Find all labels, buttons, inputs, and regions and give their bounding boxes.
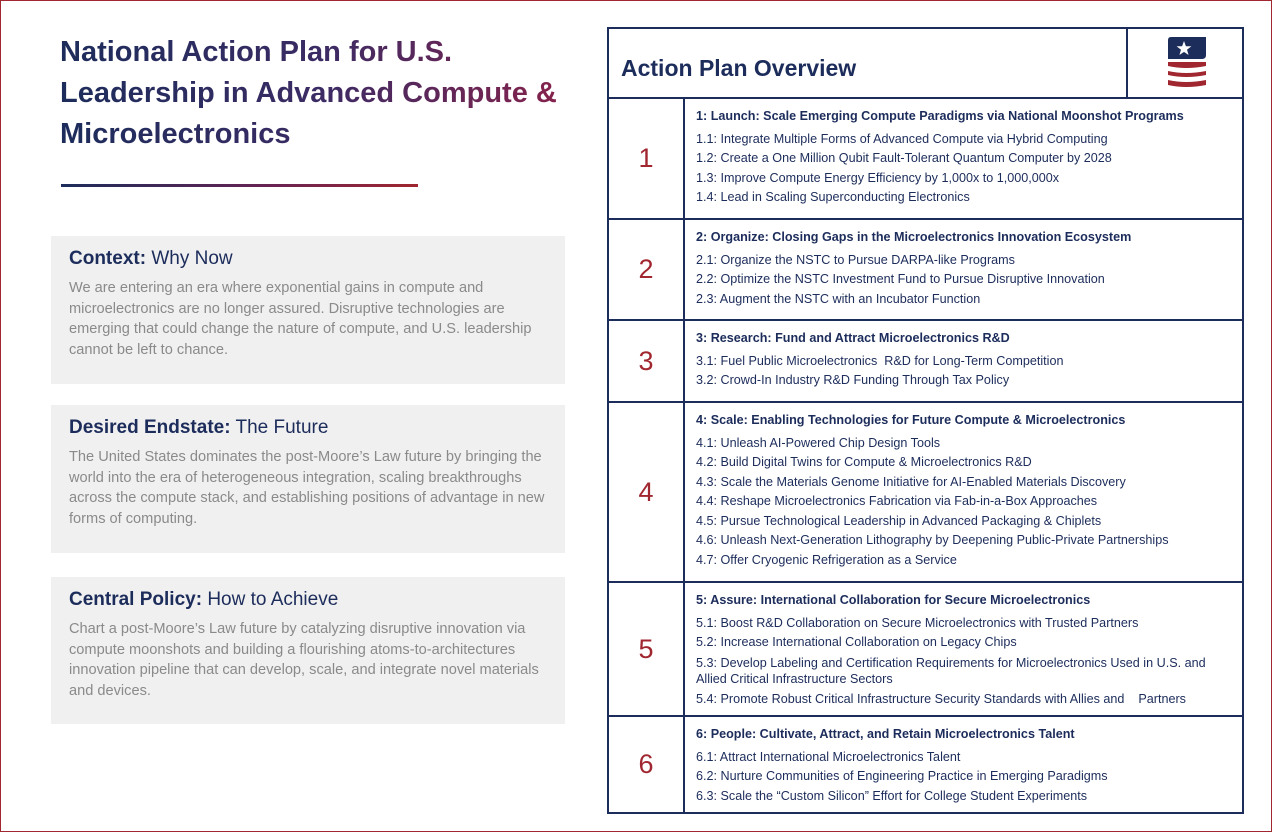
row-content — [696, 591, 1236, 709]
row-item: 5.2: Increase International Collaboration on Legacy Chips — [696, 635, 1017, 649]
row-content — [696, 411, 1236, 570]
overview-row-5 — [609, 583, 1242, 717]
row-item: 4.4: Reshape Microelectronics Fabrication via Fab-in-a-Box Approaches — [696, 494, 1098, 508]
row-item: 6.2: Nurture Communities of Engineering Practice in Emerging Paradigms — [696, 769, 1108, 783]
policy-sublabel: How to Achieve — [202, 589, 339, 610]
row-number: 5 — [609, 583, 685, 715]
row-item: 4.6: Unleash Next-Generation Lithography by Deepening Public-Private Partnerships — [696, 533, 1169, 547]
overview-row-1 — [609, 99, 1242, 220]
endstate-heading — [69, 415, 547, 441]
row-item: 1.1: Integrate Multiple Forms of Advanced Compute via Hybrid Computing — [696, 131, 1108, 146]
policy-label: Central Policy: — [69, 589, 203, 610]
row-item: 4.7: Offer Cryogenic Refrigeration as a Service — [696, 552, 957, 567]
row-number: 1 — [609, 99, 685, 218]
row-content — [696, 725, 1236, 806]
row-title: 2: Organize: Closing Gaps in the Microelectronics Innovation Ecosystem — [696, 230, 1132, 244]
row-item: 2.2: Optimize the NSTC Investment Fund to Pursue Disruptive Innovation — [696, 272, 1105, 286]
overview-row-3 — [609, 321, 1242, 403]
policy-heading — [69, 587, 547, 613]
row-number: 3 — [609, 321, 685, 401]
row-item: 2.1: Organize the NSTC to Pursue DARPA-like Programs — [696, 252, 1015, 267]
overview-header — [609, 29, 1242, 99]
context-heading — [69, 246, 547, 272]
row-content — [696, 329, 1236, 391]
row-item: 5.4: Promote Robust Critical Infrastructure Security Standards with Allies and Partners — [696, 691, 1186, 706]
row-item: 5.1: Boost R&D Collaboration on Secure Microelectronics with Trusted Partners — [696, 615, 1139, 630]
context-box — [51, 236, 565, 384]
row-item: 4.3: Scale the Materials Genome Initiative for AI-Enabled Materials Discovery — [696, 474, 1126, 489]
row-item: 3.2: Crowd-In Industry R&D Funding Through Tax Policy — [696, 373, 1010, 387]
row-item: 4.1: Unleash AI-Powered Chip Design Tools — [696, 435, 941, 450]
title-divider — [61, 184, 418, 187]
action-plan-overview — [607, 27, 1244, 814]
row-item: 4.2: Build Digital Twins for Compute & Microelectronics R&D — [696, 455, 1032, 469]
row-title: 4: Scale: Enabling Technologies for Future Compute & Microelectronics — [696, 413, 1126, 427]
endstate-text: The United States dominates the post-Moore’s Law future by bringing the world into the era of heterogeneous integration, scaling breakthroughs across the compute stack, and establishing positions of advantage in new forms of computing. — [69, 449, 545, 527]
overview-row-6 — [609, 717, 1242, 812]
row-item: 1.2: Create a One Million Qubit Fault-Tolerant Quantum Computer by 2028 — [696, 151, 1112, 165]
row-item: 6.1: Attract International Microelectronics Talent — [696, 749, 961, 764]
row-title: 1: Launch: Scale Emerging Compute Paradigms via National Moonshot Programs — [696, 109, 1184, 123]
row-item: 1.3: Improve Compute Energy Efficiency by 1,000x to 1,000,000x — [696, 170, 1060, 185]
policy-box — [51, 577, 565, 724]
row-content — [696, 107, 1236, 208]
context-label: Context: — [69, 248, 147, 269]
overview-row-2 — [609, 220, 1242, 321]
endstate-label: Desired Endstate: — [69, 417, 231, 438]
row-item: 4.5: Pursue Technological Leadership in Advanced Packaging & Chiplets — [696, 513, 1102, 528]
page-title: National Action Plan for U.S. Leadership in Advanced Compute & Microelectronics — [60, 32, 590, 155]
row-title: 5: Assure: International Collaboration for Secure Microelectronics — [696, 593, 1091, 607]
row-title: 6: People: Cultivate, Attract, and Retain Microelectronics Talent — [696, 727, 1075, 741]
endstate-box — [51, 405, 565, 553]
context-text: We are entering an era where exponential gains in compute and microelectronics are no longer assured. Disruptive technologies are emerging that could change the nature of compute, and U.S. leadership cannot be left to chance. — [69, 280, 532, 358]
overview-row-4 — [609, 403, 1242, 583]
row-item: 6.3: Scale the “Custom Silicon” Effort for College Student Experiments — [696, 788, 1088, 803]
row-number: 6 — [609, 717, 685, 812]
row-item: 3.1: Fuel Public Microelectronics R&D for Long-Term Competition — [696, 353, 1064, 368]
context-sublabel: Why Now — [146, 248, 233, 269]
row-item: 5.3: Develop Labeling and Certification Requirements for Microelectronics Used in U.S. and Allied Critical Infrastructure Sectors — [696, 655, 1206, 686]
flag-star-stripes-logo-icon — [1166, 37, 1208, 91]
row-content — [696, 228, 1236, 309]
policy-text: Chart a post-Moore’s Law future by catalyzing disruptive innovation via compute moonshots and building a flourishing atoms-to-architectures innovation pipeline that can develop, scale, and integrate novel materials and devices. — [69, 621, 539, 699]
overview-title: Action Plan Overview — [621, 55, 857, 81]
logo-cell — [1126, 29, 1242, 97]
row-number: 2 — [609, 220, 685, 319]
row-item: 2.3: Augment the NSTC with an Incubator Function — [696, 291, 981, 306]
row-number: 4 — [609, 403, 685, 581]
row-item: 1.4: Lead in Scaling Superconducting Electronics — [696, 190, 970, 204]
endstate-sublabel: The Future — [230, 417, 329, 438]
row-title: 3: Research: Fund and Attract Microelectronics R&D — [696, 331, 1010, 345]
